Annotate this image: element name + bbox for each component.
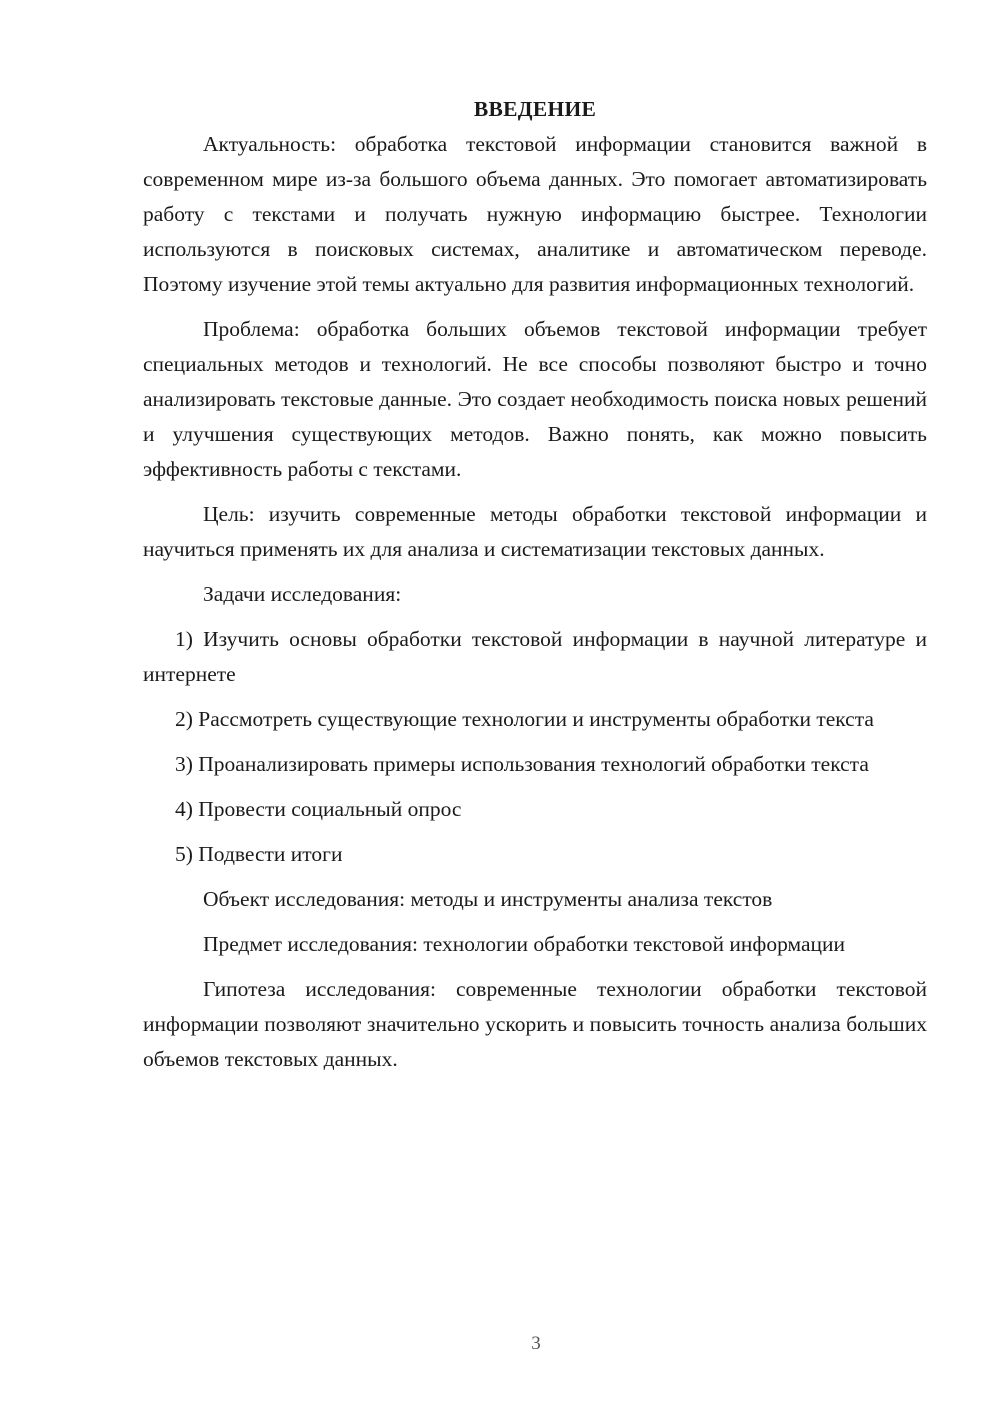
paragraph-object: Объект исследования: методы и инструменты анализа текстов — [203, 887, 773, 911]
task-item-5: 5) Подвести итоги — [175, 842, 343, 866]
paragraph-hypothesis: Гипотеза исследования: современные технологии обработки текстовой информации позволяют значительно ускорить и повысить точность анализа больших объемов текстовых данных. — [143, 977, 927, 1071]
tasks-heading: Задачи исследования: — [203, 582, 402, 606]
page-title: ВВЕДЕНИЕ — [473, 97, 597, 121]
paragraph-subject: Предмет исследования: технологии обработки текстовой информации — [203, 932, 846, 956]
paragraph-goal: Цель: изучить современные методы обработки текстовой информации и научиться применять их для анализа и систематизации текстовых данных. — [143, 502, 927, 561]
task-item-1: 1) Изучить основы обработки текстовой информации в научной литературе и интернете — [143, 627, 927, 686]
page-number: 3 — [531, 1333, 541, 1354]
page-content — [143, 92, 927, 1087]
task-item-3: 3) Проанализировать примеры использования технологий обработки текста — [175, 752, 869, 776]
paragraph-problem: Проблема: обработка больших объемов текстовой информации требует специальных методов и технологий. Не все способы позволяют быстро и точно анализировать текстовые данные. Это создает необходимость поиска новых решений и улучшения существующих методов. Важно понять, как можно повысить эффективность работы с текстами. — [143, 317, 927, 481]
task-item-4: 4) Провести социальный опрос — [175, 797, 462, 821]
paragraph-relevance: Актуальность: обработка текстовой информации становится важной в современном мире из-за большого объема данных. Это помогает автоматизировать работу с текстами и получать нужную информацию быстрее. Технологии используются в поисковых системах, аналитике и автоматическом переводе. Поэтому изучение этой темы актуально для развития информационных технологий. — [143, 132, 927, 296]
task-item-2: 2) Рассмотреть существующие технологии и инструменты обработки текста — [175, 707, 874, 731]
